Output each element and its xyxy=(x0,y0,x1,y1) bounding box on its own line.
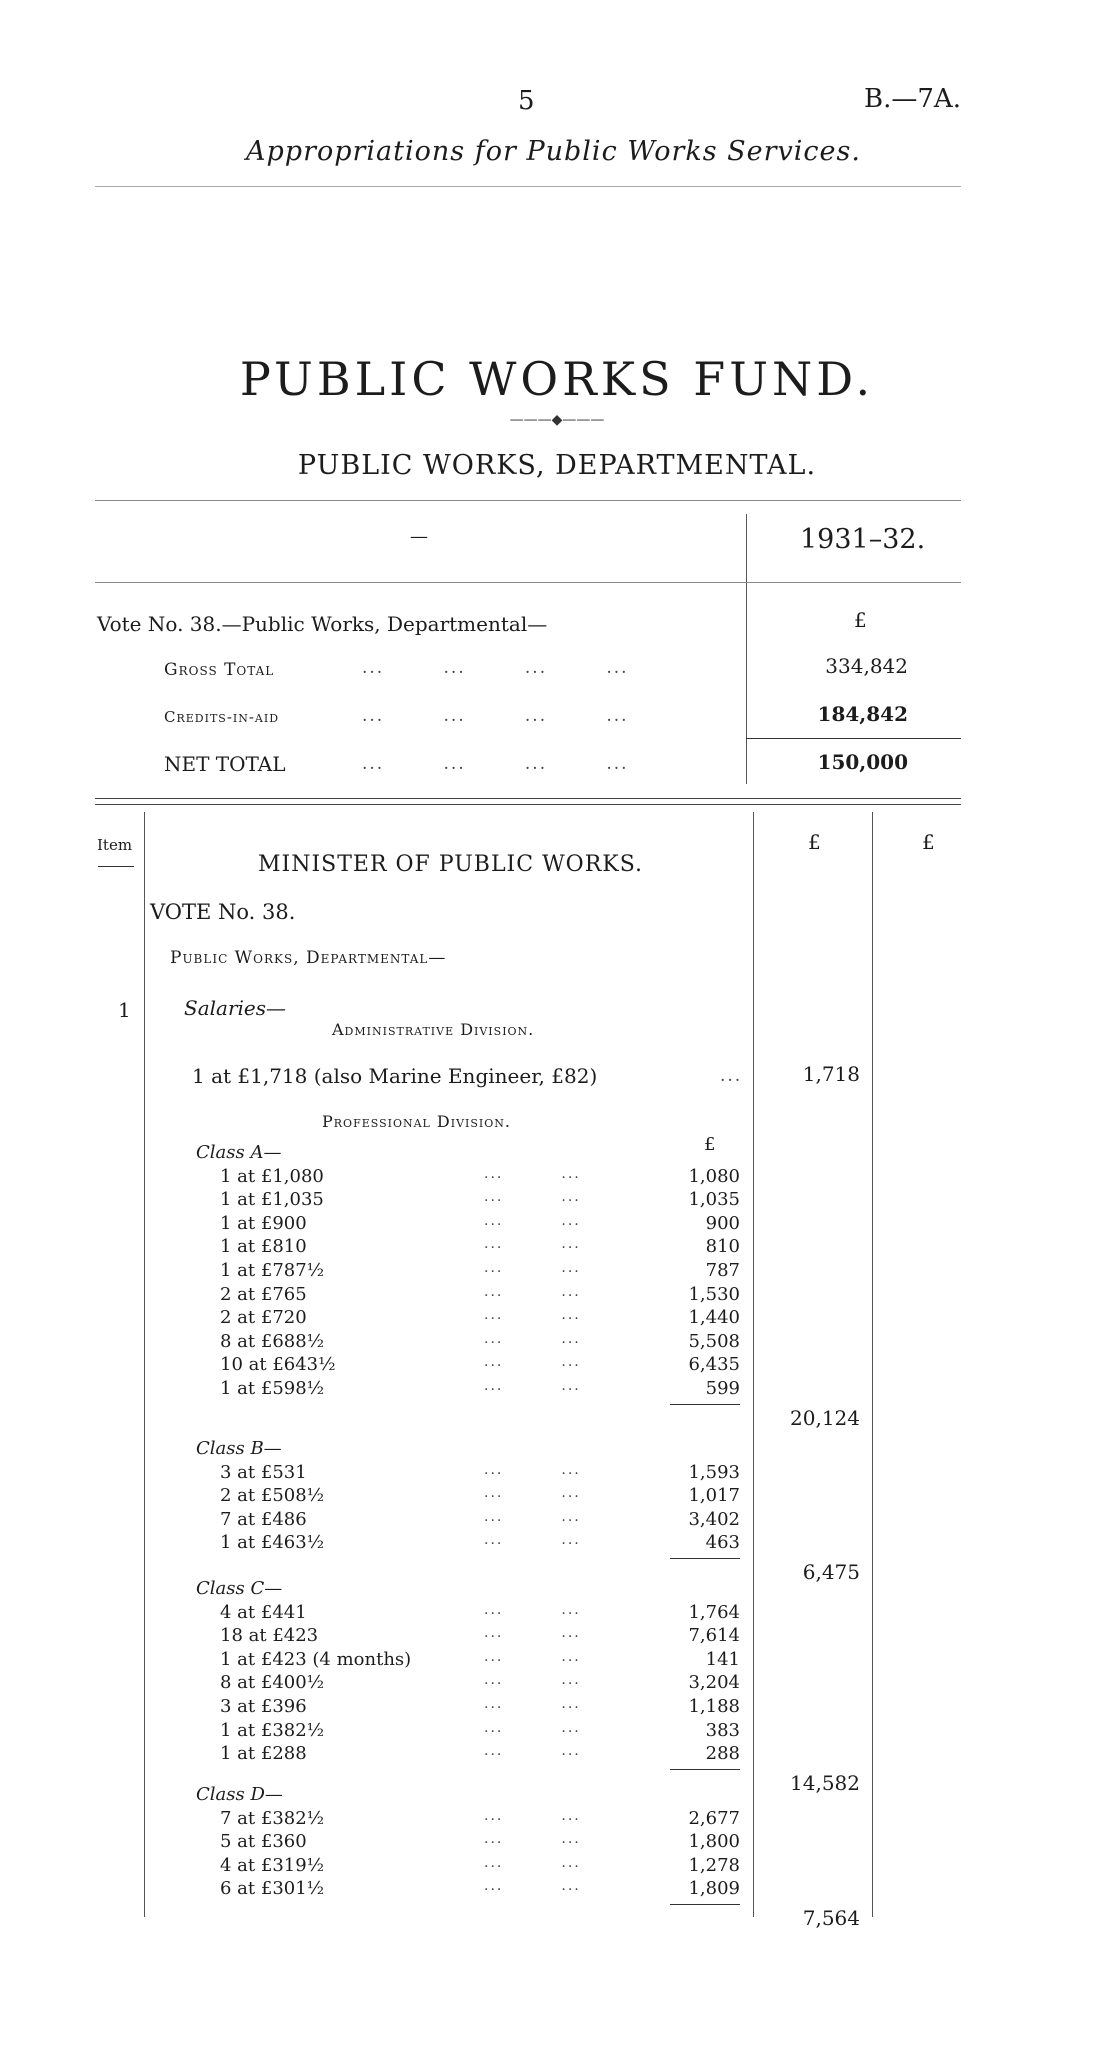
leader-dots: ... ... xyxy=(484,1743,581,1760)
salary-line-value: 1,188 xyxy=(688,1696,740,1717)
salary-line-text: 2 at £765 xyxy=(220,1283,307,1305)
net-total-rule xyxy=(746,738,961,739)
item-header: Item xyxy=(97,836,133,854)
salary-line-text: 1 at £1,035 xyxy=(220,1189,324,1211)
salary-line-value: 810 xyxy=(705,1236,740,1258)
leader-dots: ... ... xyxy=(484,1648,581,1665)
salary-line-text: 1 at £288 xyxy=(220,1743,307,1765)
class-total: 20,124 xyxy=(790,1405,860,1430)
leader-dots: ... ... xyxy=(484,1307,581,1324)
vote-heading: VOTE No. 38. xyxy=(150,900,296,924)
page-number: 5 xyxy=(518,86,535,116)
item-column-divider xyxy=(144,812,145,1917)
leader-dots: ... ... xyxy=(484,1461,581,1478)
leader-dots: ... xyxy=(720,1066,743,1086)
subtotal-rule xyxy=(670,1558,740,1559)
salary-line-value: 2,677 xyxy=(688,1807,740,1829)
salaries-heading: Salaries— xyxy=(184,996,287,1020)
credits-in-aid-value: 184,842 xyxy=(817,702,908,726)
salary-line-text: 1 at £463½ xyxy=(220,1532,325,1554)
header-rule xyxy=(95,186,961,187)
class-heading: Class A— xyxy=(196,1142,282,1163)
leader-dots: ... ... xyxy=(484,1532,581,1549)
leader-dots: ... ... xyxy=(484,1719,581,1736)
salary-line-text: 8 at £688½ xyxy=(220,1330,325,1352)
salary-line-value: 141 xyxy=(705,1648,740,1670)
subtotal-rule xyxy=(670,1769,740,1770)
salary-line-text: 3 at £396 xyxy=(220,1696,307,1717)
leader-dots: ... ... xyxy=(484,1854,581,1871)
title-ornament: ———◆——— xyxy=(509,412,605,428)
leader-dots: ... ... ... ... xyxy=(362,706,629,726)
subtotal-rule xyxy=(670,1904,740,1905)
summary-bottom-rule xyxy=(95,798,961,799)
leader-dots: ... ... xyxy=(484,1831,581,1848)
salary-line-text: 4 at £441 xyxy=(220,1601,307,1623)
salary-line-text: 1 at £900 xyxy=(220,1212,307,1234)
salary-line-value: 1,809 xyxy=(688,1878,740,1900)
salary-line-value: 1,017 xyxy=(688,1485,740,1507)
salary-line-value: 1,593 xyxy=(688,1461,740,1483)
salary-line-value: 787 xyxy=(705,1260,740,1281)
class-heading: Class B— xyxy=(196,1438,282,1459)
net-total-value: 150,000 xyxy=(817,750,908,774)
summary-header-rule xyxy=(95,582,961,583)
leader-dots: ... ... ... ... xyxy=(362,658,629,678)
summary-currency: £ xyxy=(854,608,867,632)
leader-dots: ... ... xyxy=(484,1625,581,1642)
item-number: 1 xyxy=(118,998,131,1022)
salary-line-text: 1 at £423 (4 months) xyxy=(220,1648,412,1670)
salary-line-value: 288 xyxy=(705,1743,740,1765)
salary-line-value: 1,530 xyxy=(688,1283,740,1305)
admin-line-value: 1,718 xyxy=(802,1062,860,1086)
salary-line-value: 1,764 xyxy=(688,1601,740,1623)
leader-dots: ... ... xyxy=(484,1212,581,1229)
class-total: 14,582 xyxy=(790,1770,860,1795)
net-total-label: NET TOTAL xyxy=(164,752,286,776)
page-title: PUBLIC WORKS FUND. xyxy=(239,352,875,406)
salary-line-text: 7 at £486 xyxy=(220,1508,307,1530)
page-subtitle: PUBLIC WORKS, DEPARTMENTAL. xyxy=(297,450,817,481)
salary-line-text: 10 at £643½ xyxy=(220,1354,336,1376)
class-total: 7,564 xyxy=(802,1906,860,1930)
leader-dots: ... ... xyxy=(484,1330,581,1347)
leader-dots: ... ... ... ... xyxy=(362,754,629,774)
leader-dots: ... ... xyxy=(484,1378,581,1394)
salary-line-text: 1 at £787½ xyxy=(220,1260,325,1281)
salary-line-value: 6,435 xyxy=(688,1354,740,1376)
salary-line-value: 1,440 xyxy=(688,1307,740,1329)
class-heading: Class D— xyxy=(196,1784,283,1805)
detail-currency-2: £ xyxy=(922,830,935,854)
credits-in-aid-label: Credits-in-aid xyxy=(164,708,280,726)
leader-dots: ... ... xyxy=(484,1165,581,1182)
class-total: 6,475 xyxy=(802,1560,860,1584)
salary-line-value: 1,080 xyxy=(688,1165,740,1187)
salary-line-value: 3,402 xyxy=(688,1508,740,1530)
subtotal-rule xyxy=(670,1404,740,1405)
leader-dots: ... ... xyxy=(484,1672,581,1689)
total-column-divider xyxy=(872,812,873,1917)
salary-line-value: 3,204 xyxy=(688,1672,740,1694)
salary-line-text: 1 at £598½ xyxy=(220,1378,325,1399)
leader-dots: ... ... xyxy=(484,1236,581,1253)
leader-dots: ... ... xyxy=(484,1260,581,1276)
salary-line-value: 1,800 xyxy=(688,1831,740,1853)
leader-dots: ... ... xyxy=(484,1354,581,1371)
salary-line-text: 6 at £301½ xyxy=(220,1878,325,1900)
summary-top-rule xyxy=(95,500,961,501)
salary-line-text: 1 at £1,080 xyxy=(220,1165,324,1187)
minister-heading: MINISTER OF PUBLIC WORKS. xyxy=(258,852,643,877)
salary-line-value: 599 xyxy=(705,1378,740,1399)
leader-dots: ... ... xyxy=(484,1283,581,1300)
summary-year-header: 1931–32. xyxy=(800,524,926,555)
summary-column-divider xyxy=(746,514,747,784)
leader-dots: ... ... xyxy=(484,1601,581,1618)
salary-line-value: 383 xyxy=(705,1719,740,1741)
section-heading: Public Works, Departmental— xyxy=(170,948,447,968)
salary-line-text: 2 at £720 xyxy=(220,1307,307,1329)
sub-currency: £ xyxy=(704,1134,716,1155)
document-reference: B.—7A. xyxy=(864,84,961,114)
running-title: Appropriations for Public Works Services. xyxy=(246,136,861,167)
salary-line-text: 18 at £423 xyxy=(220,1625,319,1647)
salary-line-text: 2 at £508½ xyxy=(220,1485,325,1507)
summary-bottom-rule-double xyxy=(95,804,961,805)
admin-division-heading: Administrative Division. xyxy=(332,1020,535,1039)
admin-line-text: 1 at £1,718 (also Marine Engineer, £82) xyxy=(192,1064,598,1088)
leader-dots: ... ... xyxy=(484,1508,581,1525)
salary-line-text: 1 at £810 xyxy=(220,1236,307,1258)
salary-line-value: 7,614 xyxy=(688,1625,740,1647)
summary-vote-line: Vote No. 38.—Public Works, Departmental— xyxy=(97,612,548,636)
class-heading: Class C— xyxy=(196,1578,283,1599)
leader-dots: ... ... xyxy=(484,1807,581,1824)
salary-line-text: 4 at £319½ xyxy=(220,1854,325,1876)
salary-line-value: 1,035 xyxy=(688,1189,740,1211)
leader-dots: ... ... xyxy=(484,1878,581,1895)
salary-line-value: 900 xyxy=(705,1212,740,1234)
salary-line-text: 1 at £382½ xyxy=(220,1719,325,1741)
subtotal-column-divider xyxy=(753,812,754,1917)
salary-line-text: 7 at £382½ xyxy=(220,1807,325,1829)
gross-total-value: 334,842 xyxy=(825,654,908,678)
summary-left-header: — xyxy=(410,526,428,547)
salary-line-text: 5 at £360 xyxy=(220,1831,307,1853)
prof-division-heading: Professional Division. xyxy=(322,1112,512,1131)
leader-dots: ... ... xyxy=(484,1485,581,1502)
salary-line-value: 5,508 xyxy=(688,1330,740,1352)
leader-dots: ... ... xyxy=(484,1189,581,1206)
detail-currency-1: £ xyxy=(808,830,821,854)
salary-line-text: 8 at £400½ xyxy=(220,1672,325,1694)
salary-line-value: 1,278 xyxy=(688,1854,740,1876)
item-header-rule xyxy=(98,866,134,867)
gross-total-label: Gross Total xyxy=(164,660,275,680)
leader-dots: ... ... xyxy=(484,1696,581,1712)
salary-line-value: 463 xyxy=(705,1532,740,1554)
salary-line-text: 3 at £531 xyxy=(220,1461,307,1483)
